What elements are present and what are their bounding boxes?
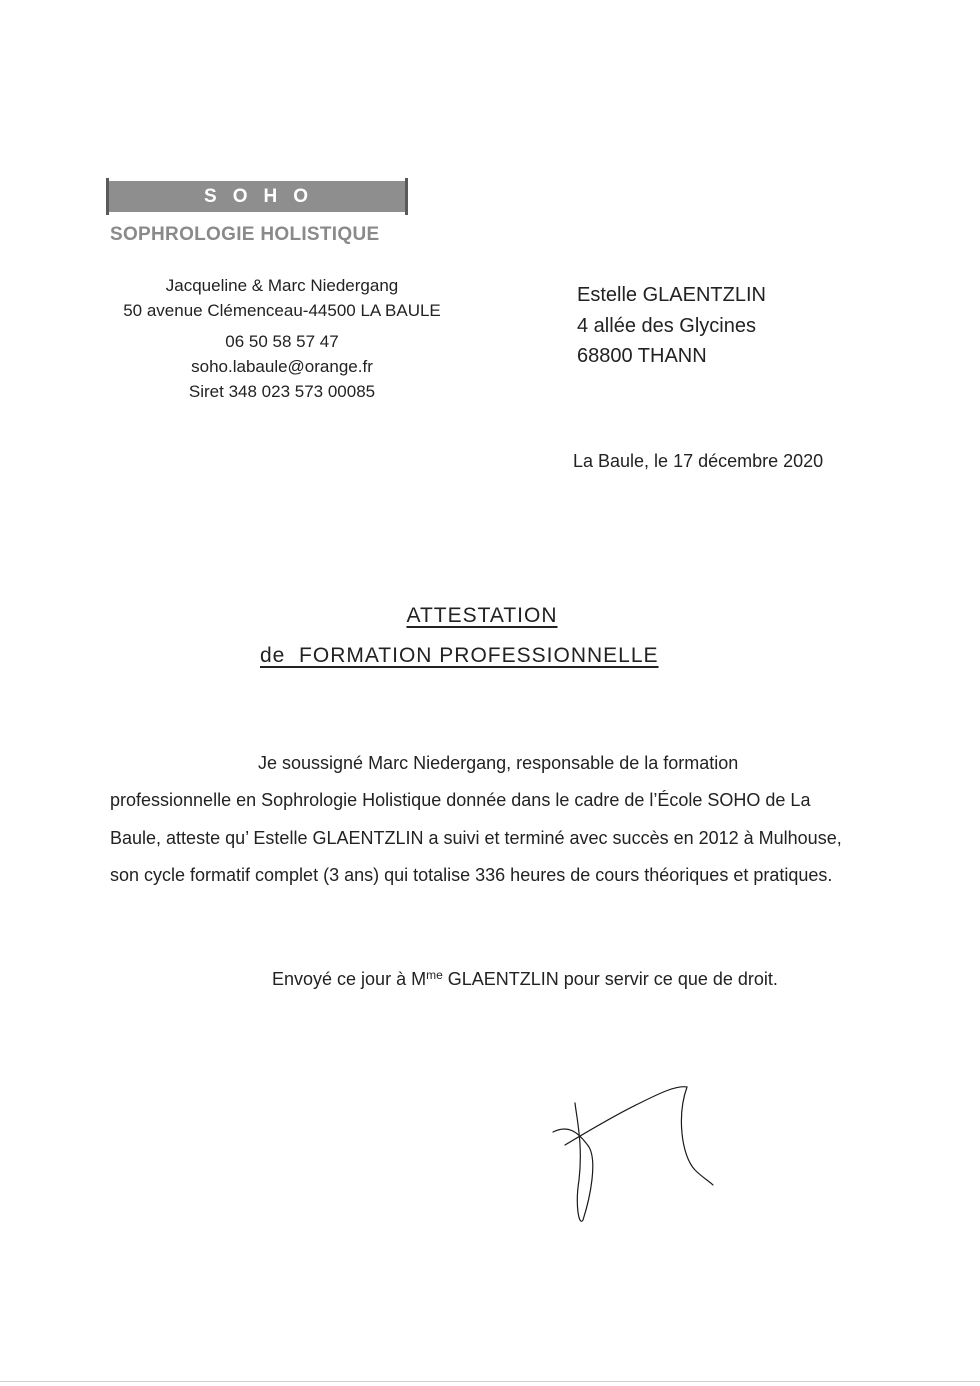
logo-subtitle: SOPHROLOGIE HOLISTIQUE <box>110 224 380 245</box>
sender-phone: 06 50 58 57 47 <box>225 332 339 351</box>
recipient-street: 4 allée des Glycines <box>577 314 756 337</box>
closing-superscript: me <box>426 968 443 982</box>
closing-before: Envoyé ce jour à M <box>272 969 427 989</box>
logo-text: SOHO <box>204 185 324 207</box>
sender-block <box>96 273 468 404</box>
logo-soho <box>108 181 406 212</box>
letter-date: La Baule, le 17 décembre 2020 <box>573 451 824 471</box>
sender-address: 50 avenue Clémenceau-44500 LA BAULE <box>123 301 441 320</box>
scan-edge-line <box>0 1381 980 1382</box>
document-title: ATTESTATION <box>406 604 558 627</box>
recipient-block <box>577 280 766 372</box>
document-subtitle: de FORMATION PROFESSIONNELLE <box>260 644 659 667</box>
sender-siret: Siret 348 023 573 00085 <box>188 382 376 401</box>
recipient-city: 68800 THANN <box>577 345 707 367</box>
body-paragraph: Je soussigné Marc Niedergang, responsable de la formation professionnelle en Sophrologie Holistique donnée dans le cadre de l’École SOHO de La Baule, atteste qu’ Estelle GLAENTZLIN a suivi et terminé avec succès en 2012 à Mulhouse, son cycle formatif complet (3 ans) qui totalise 336 heures de cours théoriques et pratiques. <box>110 753 842 885</box>
recipient-name: Estelle GLAENTZLIN <box>577 284 766 306</box>
handwritten-signature <box>545 1075 725 1225</box>
sender-names: Jacqueline & Marc Niedergang <box>165 276 399 295</box>
closing-after: GLAENTZLIN pour servir ce que de droit. <box>442 969 778 989</box>
closing-sentence <box>272 968 778 990</box>
sender-email: soho.labaule@orange.fr <box>191 357 373 376</box>
